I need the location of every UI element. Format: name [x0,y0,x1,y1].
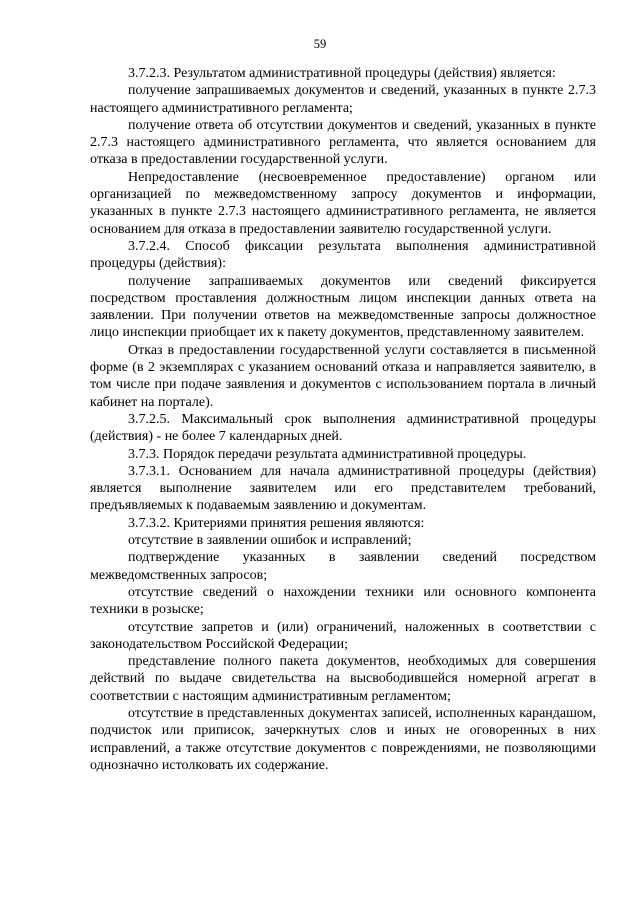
paragraph-3-7-3-1: 3.7.3.1. Основанием для начала административной процедуры (действия) является выполнение заявителем или его представителем требований, предъявляемых к подаваемым заявлению и документам. [90,463,596,514]
paragraph-3-7-2-5: 3.7.2.5. Максимальный срок выполнения административной процедуры (действия) - не более 7 календарных дней. [90,411,596,445]
criterion-not-wanted: отсутствие сведений о нахождении техники или основного компонента техники в розыске; [90,584,596,618]
page-number: 59 [313,37,327,51]
criterion-full-package: представление полного пакета документов, необходимых для совершения действий по выдаче свидетельства на высвободившейся номерной агрегат в соответствии с настоящим административным регламентом; [90,654,596,704]
criterion-no-errors: отсутствие в заявлении ошибок и исправлений; [128,533,412,549]
criterion-no-corrections: отсутствие в представленных документах записей, исполненных карандашом, подчисток или приписок, зачеркнутых слов и иных не оговоренных в них исправлений, а также отсутствие документов с повреждениями, не позволяющими однозначно истолковать их содержание. [90,705,596,773]
paragraph-fixation-method: получение запрашиваемых документов или сведений фиксируется посредством проставления должностным лицом инспекции данных ответа на заявлении. При получении ответов на межведомственные запросы должностное лицо инспекции приобщает их к пакету документов, представленному заявителем. [90,273,596,341]
paragraph-non-provision: Непредоставление (несвоевременное предоставление) органом или организацией по межведомственному запросу документов и информации, указанных в пункте 2.7.3 настоящего административного регламента, не является основанием для отказа в предоставлении заявителю государственной услуги. [90,169,596,237]
criterion-confirmation: подтверждение указанных в заявлении сведений посредством межведомственных запросов; [90,550,596,583]
paragraph-3-7-3-2: 3.7.3.2. Критериями принятия решения являются: [128,515,425,531]
paragraph-3-7-2-3: 3.7.2.3. Результатом административной процедуры (действия) является: [128,66,556,81]
paragraph-result-documents-received: получение запрашиваемых документов и сведений, указанных в пункте 2.7.3 настоящего административного регламента; [90,83,596,116]
paragraph-refusal: Отказ в предоставлении государственной услуги составляется в письменной форме (в 2 экземплярах с указанием оснований отказа и направляется заявителю, в том числе при подаче заявления и документов с использованием портала в личный кабинет на портале). [90,342,596,410]
paragraph-result-absence-response: получение ответа об отсутствии документов и сведений, указанных в пункте 2.7.3 настоящего административного регламента, что является основанием для отказа в предоставлении государственной услуги. [90,117,596,168]
document-body [90,65,596,774]
paragraph-3-7-2-4: 3.7.2.4. Способ фиксации результата выполнения административной процедуры (действия): [90,238,596,272]
criterion-no-restrictions: отсутствие запретов и (или) ограничений, наложенных в соответствии с законодательством Российской Федерации; [90,619,596,652]
paragraph-3-7-3: 3.7.3. Порядок передачи результата административной процедуры. [128,446,527,462]
